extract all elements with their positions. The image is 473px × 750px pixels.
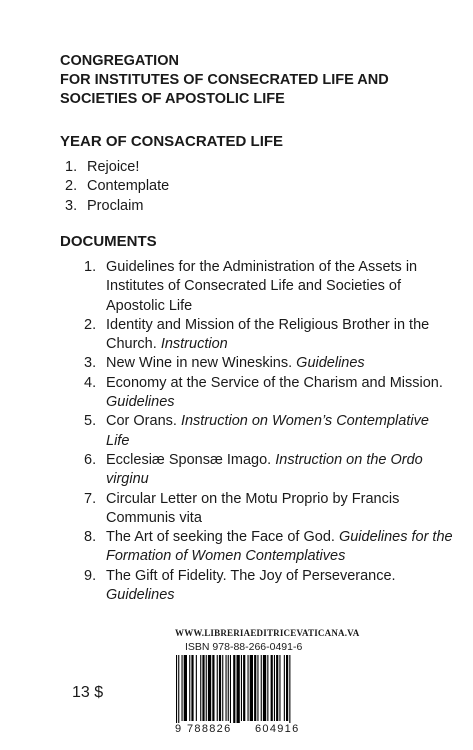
item-text: Guidelines for the Administration of the Assets in Institutes of Consecrated Life and Societies of Apostolic Life bbox=[106, 259, 418, 314]
list-item bbox=[84, 316, 454, 355]
list-item bbox=[65, 158, 169, 177]
header-line-1: CONGREGATION bbox=[60, 53, 179, 69]
list-item bbox=[65, 177, 169, 196]
item-number: 2. bbox=[65, 178, 78, 195]
list-item bbox=[84, 258, 454, 316]
barcode-digit-group-1: 788826 bbox=[186, 723, 252, 735]
barcode-digit-first: 9 bbox=[175, 723, 182, 735]
price-label: 13 $ bbox=[72, 684, 104, 701]
item-number: 2. bbox=[84, 316, 97, 333]
item-number: 7. bbox=[84, 490, 97, 507]
item-number: 1. bbox=[84, 259, 97, 275]
item-text: New Wine in new Wineskins. bbox=[106, 355, 297, 372]
item-number: 9. bbox=[84, 567, 97, 584]
item-number: 5. bbox=[84, 413, 97, 430]
item-text: Contemplate bbox=[87, 178, 170, 195]
list-item bbox=[84, 412, 454, 451]
item-text: Rejoice! bbox=[87, 159, 140, 175]
item-italic: Instruction bbox=[160, 336, 228, 353]
documents-section-title: DOCUMENTS bbox=[60, 233, 157, 250]
item-number: 8. bbox=[84, 529, 97, 546]
year-list bbox=[65, 158, 169, 216]
item-text: The Gift of Fidelity. The Joy of Perseverance. bbox=[106, 567, 396, 584]
isbn-number: ISBN 978-88-266-0491-6 bbox=[185, 641, 303, 653]
item-italic: Guidelines bbox=[106, 394, 175, 411]
list-item bbox=[84, 451, 454, 490]
item-text: Identity and Mission of the Religious Brother in the Church. bbox=[106, 316, 430, 353]
item-number: 3. bbox=[84, 355, 97, 372]
list-item bbox=[65, 197, 169, 216]
item-text: Circular Letter on the Motu Proprio by Francis Communis vita bbox=[106, 490, 400, 526]
item-text: Cor Orans. bbox=[106, 413, 181, 430]
item-number: 3. bbox=[65, 197, 78, 214]
item-italic: Guidelines bbox=[296, 355, 365, 372]
item-text: Proclaim bbox=[87, 197, 144, 214]
list-item bbox=[84, 490, 454, 529]
list-item bbox=[84, 354, 454, 373]
item-number: 4. bbox=[84, 374, 97, 391]
item-text: Ecclesiæ Sponsæ Imago. bbox=[106, 451, 276, 468]
list-item bbox=[84, 567, 454, 606]
item-italic: Guidelines bbox=[106, 587, 175, 604]
list-item bbox=[84, 374, 454, 413]
item-text: The Art of seeking the Face of God. bbox=[106, 529, 339, 546]
item-italic: Guidelines for the Formation of Women Contemplatives bbox=[106, 529, 453, 565]
item-number: 6. bbox=[84, 451, 97, 468]
year-section-title: YEAR OF CONSACRATED LIFE bbox=[60, 133, 284, 150]
list-item bbox=[84, 528, 454, 567]
barcode-digit-group-2: 604916 bbox=[254, 723, 320, 735]
item-italic: Instruction on the Ordo virginu bbox=[106, 451, 423, 488]
item-italic: Instruction on Women’s Contemplative Life bbox=[106, 413, 429, 449]
documents-list bbox=[84, 258, 454, 605]
publisher-website: WWW.LIBRERIAEDITRICEVATICANA.VA bbox=[175, 628, 360, 638]
publisher-header bbox=[60, 52, 460, 109]
item-number: 1. bbox=[65, 159, 78, 175]
item-text: Economy at the Service of the Charism and Mission. bbox=[106, 374, 443, 391]
barcode-icon bbox=[172, 655, 322, 731]
header-line-3: SOCIETIES OF APOSTOLIC LIFE bbox=[60, 91, 285, 107]
header-line-2: FOR INSTITUTES OF CONSECRATED LIFE AND bbox=[60, 72, 389, 88]
